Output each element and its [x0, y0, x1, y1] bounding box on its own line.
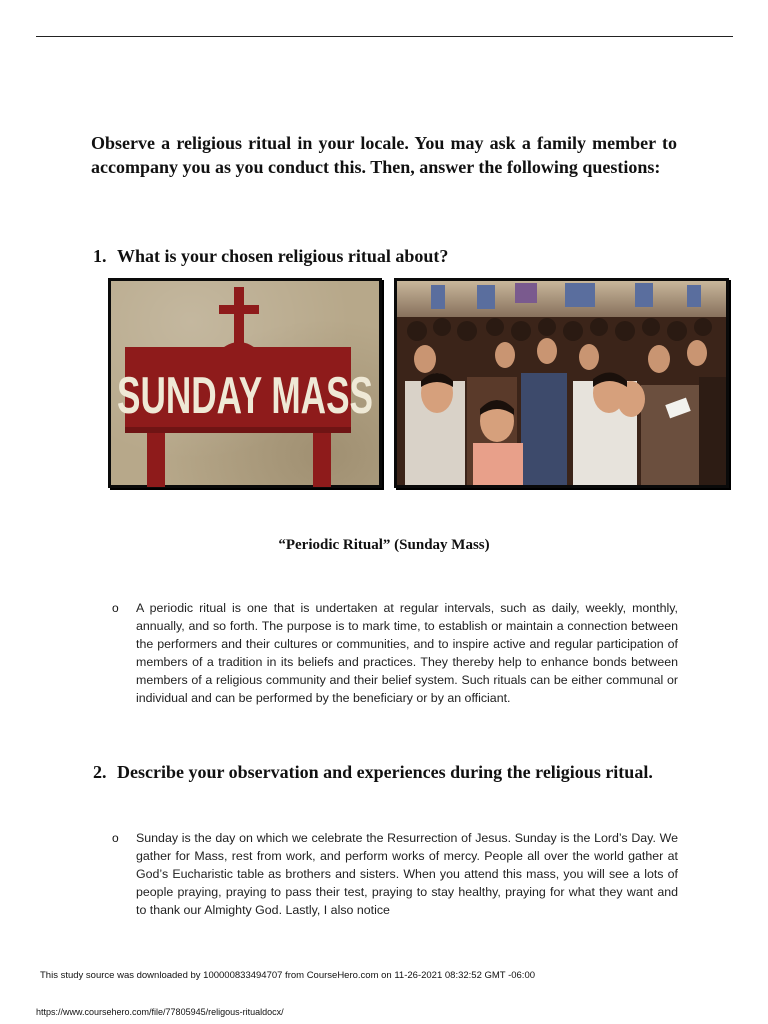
question-2-heading [93, 760, 683, 784]
header-rule [36, 36, 733, 37]
bullet-text: Sunday is the day on which we celebrate the Resurrection of Jesus. Sunday is the Lord’s Day. We gather for Mass, rest from work, and perform works of mercy. People all over the world gather at God’s Eucharistic table as brothers and sisters. When you attend this mass, you will see a lots of people praying, praying to pass their test, praying to stay healthy, praying for what they want and to thank our Almighty God. Lastly, I also notice [136, 831, 678, 918]
window-icon [431, 285, 445, 309]
cross-icon-vertical [234, 287, 244, 347]
sign-leg-right [313, 427, 331, 487]
sign-text: SUNDAY MASS [117, 367, 373, 425]
cross-icon-horizontal [219, 305, 259, 314]
bullet-text: A periodic ritual is one that is undertaken at regular intervals, such as daily, weekly, monthly, annually, and so forth. The purpose is to mark time, to establish or maintain a connection between the performers and their cultures or communities, and to inspire active and regular participation of members of a tradition in its beliefs and practices. They thereby help to enhance bonds between members of a religious community and their belief system. Such rituals can be either communal or individual and can be performed by the beneficiary or by an officiant. [136, 601, 678, 706]
question-1-text: What is your chosen religious ritual about? [117, 246, 449, 266]
bullet-observation [112, 829, 678, 919]
bullet-marker: o [112, 831, 119, 845]
source-url-link[interactable]: https://www.coursehero.com/file/77805945/religous-ritualdocx/ [36, 1007, 284, 1017]
window-icon [635, 283, 653, 307]
front-person-shirt [473, 443, 523, 485]
window-icon [515, 283, 537, 303]
sign-band-shadow [125, 427, 351, 433]
congregation-graphic [397, 281, 726, 485]
image-caption: “Periodic Ritual” (Sunday Mass) [278, 537, 490, 553]
question-1-heading [93, 244, 693, 268]
bullet-periodic-ritual [112, 599, 678, 708]
question-2-text: Describe your observation and experiences during the religious ritual. [117, 762, 653, 782]
question-1-number: 1. [93, 246, 107, 266]
question-2-number: 2. [93, 762, 107, 782]
window-icon [477, 285, 495, 309]
download-notice: This study source was downloaded by 100000833494707 from CourseHero.com on 11-26-2021 08:32:52 GMT -06:00 [40, 970, 536, 981]
window-icon [565, 283, 595, 307]
window-icon [687, 285, 701, 307]
sign-leg-left [147, 427, 165, 487]
crowd-bodies [405, 373, 726, 485]
congregation-praying-image [394, 278, 729, 488]
sunday-mass-sign-graphic [111, 281, 379, 485]
intro-paragraph: Observe a religious ritual in your locale. You may ask a family member to accompany you as you conduct this. Then, answer the following questions: [91, 133, 677, 177]
bullet-marker: o [112, 601, 119, 615]
sunday-mass-sign-image [108, 278, 382, 488]
